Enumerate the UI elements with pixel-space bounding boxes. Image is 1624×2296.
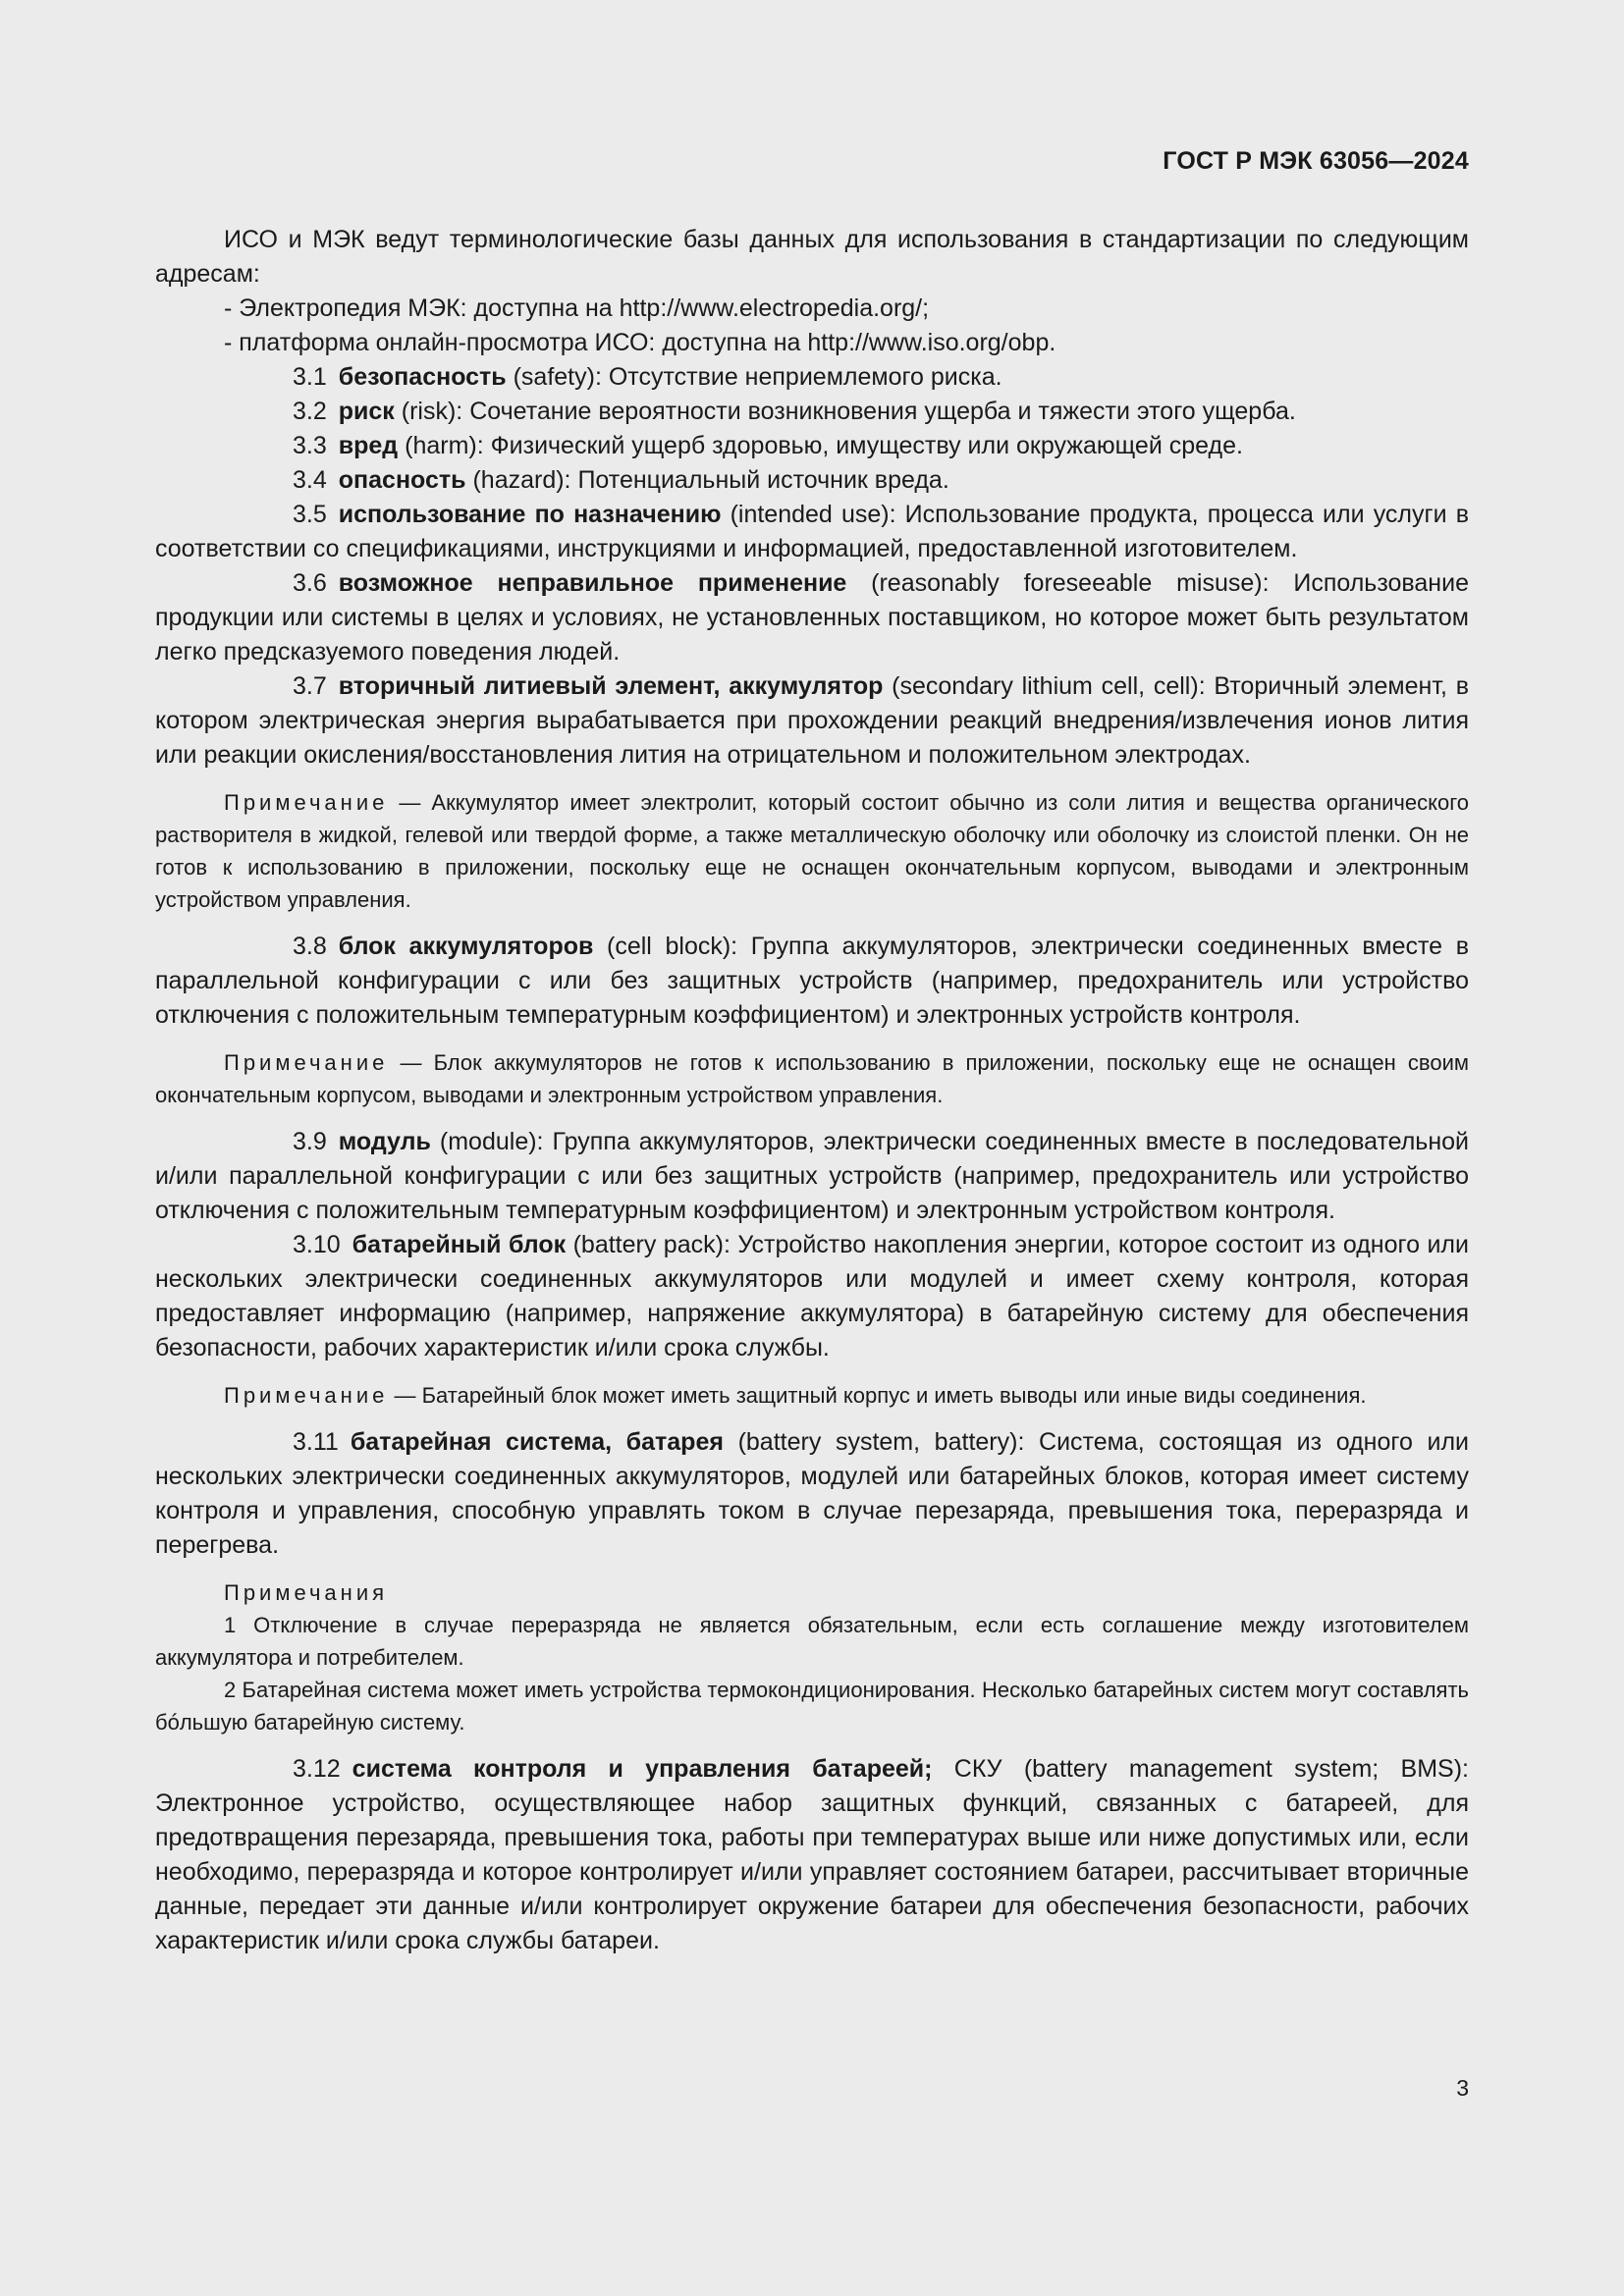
term-english: (risk): — [394, 398, 463, 425]
notes-label: Примечания — [224, 1580, 389, 1605]
note-3-11-item-2: 2 Батарейная система может иметь устройства термокондиционирования. Несколько батарейных систем могут составлять бóльшую батарейную систему. — [155, 1678, 1469, 1735]
note-label: Примечание — [224, 1383, 389, 1408]
term-english: (reasonably foreseeable misuse): — [846, 569, 1270, 597]
note-label: Примечание — [224, 790, 389, 815]
term-3-6 — [155, 566, 1469, 669]
term-definition: Использование продукта, процесса или услуги в соответствии со спецификациями, инструкциями и информацией, предоставленной изготовителем. — [155, 501, 1470, 562]
term-number: 3.8 — [293, 933, 327, 960]
term-definition: Сочетание вероятности возникновения ущерба и тяжести этого ущерба. — [462, 398, 1296, 425]
term-name: система контроля и управления батареей; — [352, 1755, 933, 1783]
term-definition: Физический ущерб здоровью, имуществу или окружающей среде. — [483, 432, 1243, 459]
term-definition: Использование продукции или системы в целях и условиях, не установленных поставщиком, но которое может быть результатом легко предсказуемого поведения людей. — [155, 569, 1469, 666]
term-english: (harm): — [398, 432, 484, 459]
term-english: (intended use): — [721, 501, 896, 528]
term-name: использование по назначению — [338, 501, 722, 528]
standard-header: ГОСТ Р МЭК 63056—2024 — [1163, 147, 1469, 175]
term-name: возможное неправильное применение — [338, 569, 847, 597]
term-number: 3.11 — [293, 1428, 339, 1456]
term-name: батарейная система, батарея — [350, 1428, 724, 1456]
term-3-12 — [155, 1752, 1469, 1958]
notes-3-11-label — [155, 1576, 1469, 1609]
term-number: 3.4 — [293, 466, 327, 494]
term-name: безопасность — [338, 363, 507, 391]
term-english: (cell block): — [593, 933, 738, 960]
term-definition: Отсутствие неприемлемого риска. — [601, 363, 1002, 391]
term-3-1 — [155, 360, 1469, 395]
term-definition: Группа аккумуляторов, электрически соединенных вместе в параллельной конфигурации с или без защитных устройств (например, предохранитель или устройство отключения с положительным температурным коэффициентом) и электронных устройств контроля. — [155, 933, 1469, 1029]
term-name: опасность — [338, 466, 466, 494]
term-definition: Группа аккумуляторов, электрически соединенных вместе в последовательной и/или параллельной конфигурации с или без защитных устройств (например, предохранитель или устройство отключения с положительным температурным коэффициентом) и электронным устройством контроля. — [155, 1128, 1469, 1224]
term-english: (module): — [430, 1128, 544, 1155]
document-body — [155, 223, 1469, 1958]
term-english: СКУ (battery management system; BMS): — [932, 1755, 1469, 1783]
term-english: (safety): — [506, 363, 602, 391]
term-number: 3.2 — [293, 398, 327, 425]
term-number: 3.7 — [293, 672, 327, 700]
note-3-8 — [155, 1046, 1469, 1111]
term-3-7 — [155, 669, 1469, 773]
term-3-5 — [155, 498, 1469, 566]
term-number: 3.10 — [293, 1231, 341, 1258]
term-3-9 — [155, 1125, 1469, 1228]
term-definition: Устройство накопления энергии, которое состоит из одного или нескольких электрически соединенных аккумуляторов или модулей и имеет схему контроля, которая предоставляет информацию (например, напряжение аккумулятора) в батарейную систему для обеспечения безопасности, рабочих характеристик и/или срока службы. — [155, 1231, 1469, 1362]
term-name: батарейный блок — [352, 1231, 567, 1258]
intro-paragraph: ИСО и МЭК ведут терминологические базы данных для использования в стандартизации по следующим адресам: — [155, 226, 1469, 288]
page-number: 3 — [1456, 2075, 1469, 2101]
term-number: 3.1 — [293, 363, 327, 391]
term-3-8 — [155, 930, 1469, 1033]
term-number: 3.9 — [293, 1128, 327, 1155]
note-text: — Блок аккумуляторов не готов к использованию в приложении, поскольку еще не оснащен своим окончательным корпусом, выводами и электронным устройством управления. — [155, 1050, 1469, 1107]
note-3-11-item-1: 1 Отключение в случае переразряда не является обязательным, если есть соглашение между изготовителем аккумулятора и потребителем. — [155, 1613, 1469, 1670]
term-name: блок аккумуляторов — [338, 933, 594, 960]
term-3-10 — [155, 1228, 1469, 1365]
note-3-10 — [155, 1379, 1469, 1412]
term-number: 3.12 — [293, 1755, 341, 1783]
term-3-3 — [155, 429, 1469, 463]
term-english: (battery system, battery): — [723, 1428, 1025, 1456]
term-number: 3.5 — [293, 501, 327, 528]
term-definition: Электронное устройство, осуществляющее набор защитных функций, связанных с батареей, для предотвращения перезаряда, превышения тока, работы при температурах выше или ниже допустимых или, если необходимо, переразряда и которое контролирует и/или управляет состоянием батареи, рассчитывает вторичные данные, передает эти данные и/или контролирует окружение батареи для обеспечения безопасности, рабочих характеристик и/или срока службы батареи. — [155, 1789, 1469, 1954]
term-3-2 — [155, 395, 1469, 429]
term-definition: Система, состоящая из одного или нескольких электрически соединенных аккумуляторов, модулей или батарейных блоков, которая имеет систему контроля и управления, способную управлять током в случае перезаряда, превышения тока, переразряда и перегрева. — [155, 1428, 1469, 1559]
term-number: 3.6 — [293, 569, 327, 597]
term-3-11 — [155, 1425, 1469, 1563]
intro-list-item: - Электропедия МЭК: доступна на http://www.electropedia.org/; — [224, 294, 930, 322]
term-english: (secondary lithium cell, cell): — [883, 672, 1206, 700]
term-definition: Вторичный элемент, в котором электрическая энергия вырабатывается при прохождении реакций внедрения/извлечения ионов лития или реакции окисления/восстановления лития на отрицательном и положительном электродах. — [155, 672, 1470, 769]
term-name: риск — [338, 398, 395, 425]
term-3-4 — [155, 463, 1469, 498]
note-text: — Батарейный блок может иметь защитный корпус и иметь выводы или иные виды соединения. — [388, 1383, 1367, 1408]
note-label: Примечание — [224, 1050, 389, 1075]
term-name: модуль — [338, 1128, 431, 1155]
term-english: (hazard): — [465, 466, 571, 494]
note-3-7 — [155, 786, 1469, 916]
term-name: вторичный литиевый элемент, аккумулятор — [338, 672, 884, 700]
note-text: — Аккумулятор имеет электролит, который состоит обычно из соли лития и вещества органического растворителя в жидкой, гелевой или твердой форме, а также металлическую оболочку или оболочку из слоистой пленки. Он не готов к использованию в приложении, поскольку еще не оснащен окончательным корпусом, выводами и электронным устройством управления. — [155, 790, 1469, 912]
term-name: вред — [338, 432, 399, 459]
intro-list-item: - платформа онлайн-просмотра ИСО: доступна на http://www.iso.org/obp. — [224, 329, 1056, 356]
term-english: (battery pack): — [566, 1231, 731, 1258]
term-definition: Потенциальный источник вреда. — [570, 466, 949, 494]
term-number: 3.3 — [293, 432, 327, 459]
